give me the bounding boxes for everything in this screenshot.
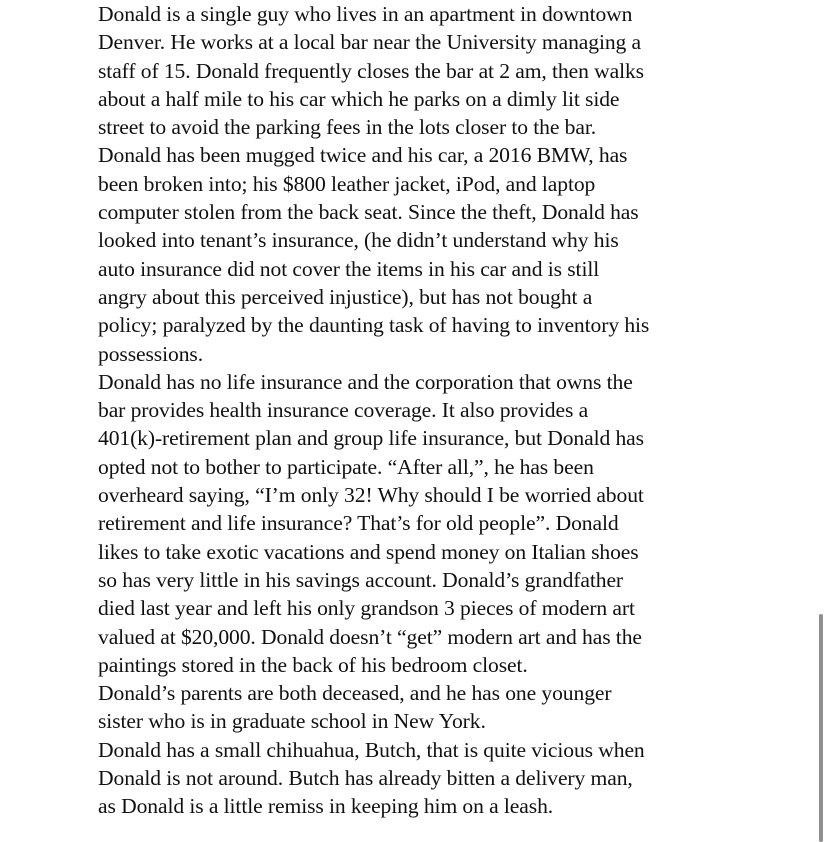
text-line: so has very little in his savings account. Donald’s grandfather (98, 567, 624, 592)
text-line: as Donald is a little remiss in keeping him on a leash. (98, 794, 554, 819)
text-line: Donald has been mugged twice and his car, a 2016 BMW, has (98, 143, 628, 168)
text-line: auto insurance did not cover the items in his car and is still (98, 256, 600, 281)
document-body (98, 0, 758, 821)
text-line: 401(k)-retirement plan and group life insurance, but Donald has (98, 426, 644, 451)
text-line: Donald has a small chihuahua, Butch, that is quite vicious when (98, 737, 645, 762)
text-line: retirement and life insurance? That’s for old people”. Donald (98, 511, 619, 536)
text-line: possessions. (98, 341, 203, 366)
text-line: overheard saying, “I’m only 32! Why should I be worried about (98, 483, 644, 508)
text-line: Donald is a single guy who lives in an apartment in downtown (98, 2, 633, 26)
text-line: street to avoid the parking fees in the lots closer to the bar. (98, 115, 597, 140)
text-line: computer stolen from the back seat. Since the theft, Donald has (98, 200, 639, 225)
text-line: sister who is in graduate school in New York. (98, 709, 486, 734)
text-line: angry about this perceived injustice), but has not bought a (98, 284, 593, 309)
text-line: Donald’s parents are both deceased, and he has one younger (98, 681, 612, 706)
text-line: paintings stored in the back of his bedroom closet. (98, 652, 528, 677)
text-line: Donald has no life insurance and the corporation that owns the (98, 369, 633, 394)
text-line: about a half mile to his car which he parks on a dimly lit side (98, 86, 620, 111)
text-line: died last year and left his only grandson 3 pieces of modern art (98, 596, 635, 621)
text-line: bar provides health insurance coverage. It also provides a (98, 398, 589, 423)
text-line: opted not to bother to participate. “After all,”, he has been (98, 454, 594, 479)
text-line: valued at $20,000. Donald doesn’t “get” modern art and has the (98, 624, 642, 649)
text-line: Denver. He works at a local bar near the University managing a (98, 30, 642, 55)
text-line: policy; paralyzed by the daunting task of having to inventory his (98, 313, 650, 338)
text-line: looked into tenant’s insurance, (he didn’t understand why his (98, 228, 619, 253)
text-line: Donald is not around. Butch has already bitten a delivery man, (98, 766, 633, 791)
vertical-scrollbar[interactable] (819, 614, 823, 842)
text-line: staff of 15. Donald frequently closes the bar at 2 am, then walks (98, 58, 644, 83)
text-line: been broken into; his $800 leather jacket, iPod, and laptop (98, 171, 596, 196)
text-line: likes to take exotic vacations and spend money on Italian shoes (98, 539, 639, 564)
